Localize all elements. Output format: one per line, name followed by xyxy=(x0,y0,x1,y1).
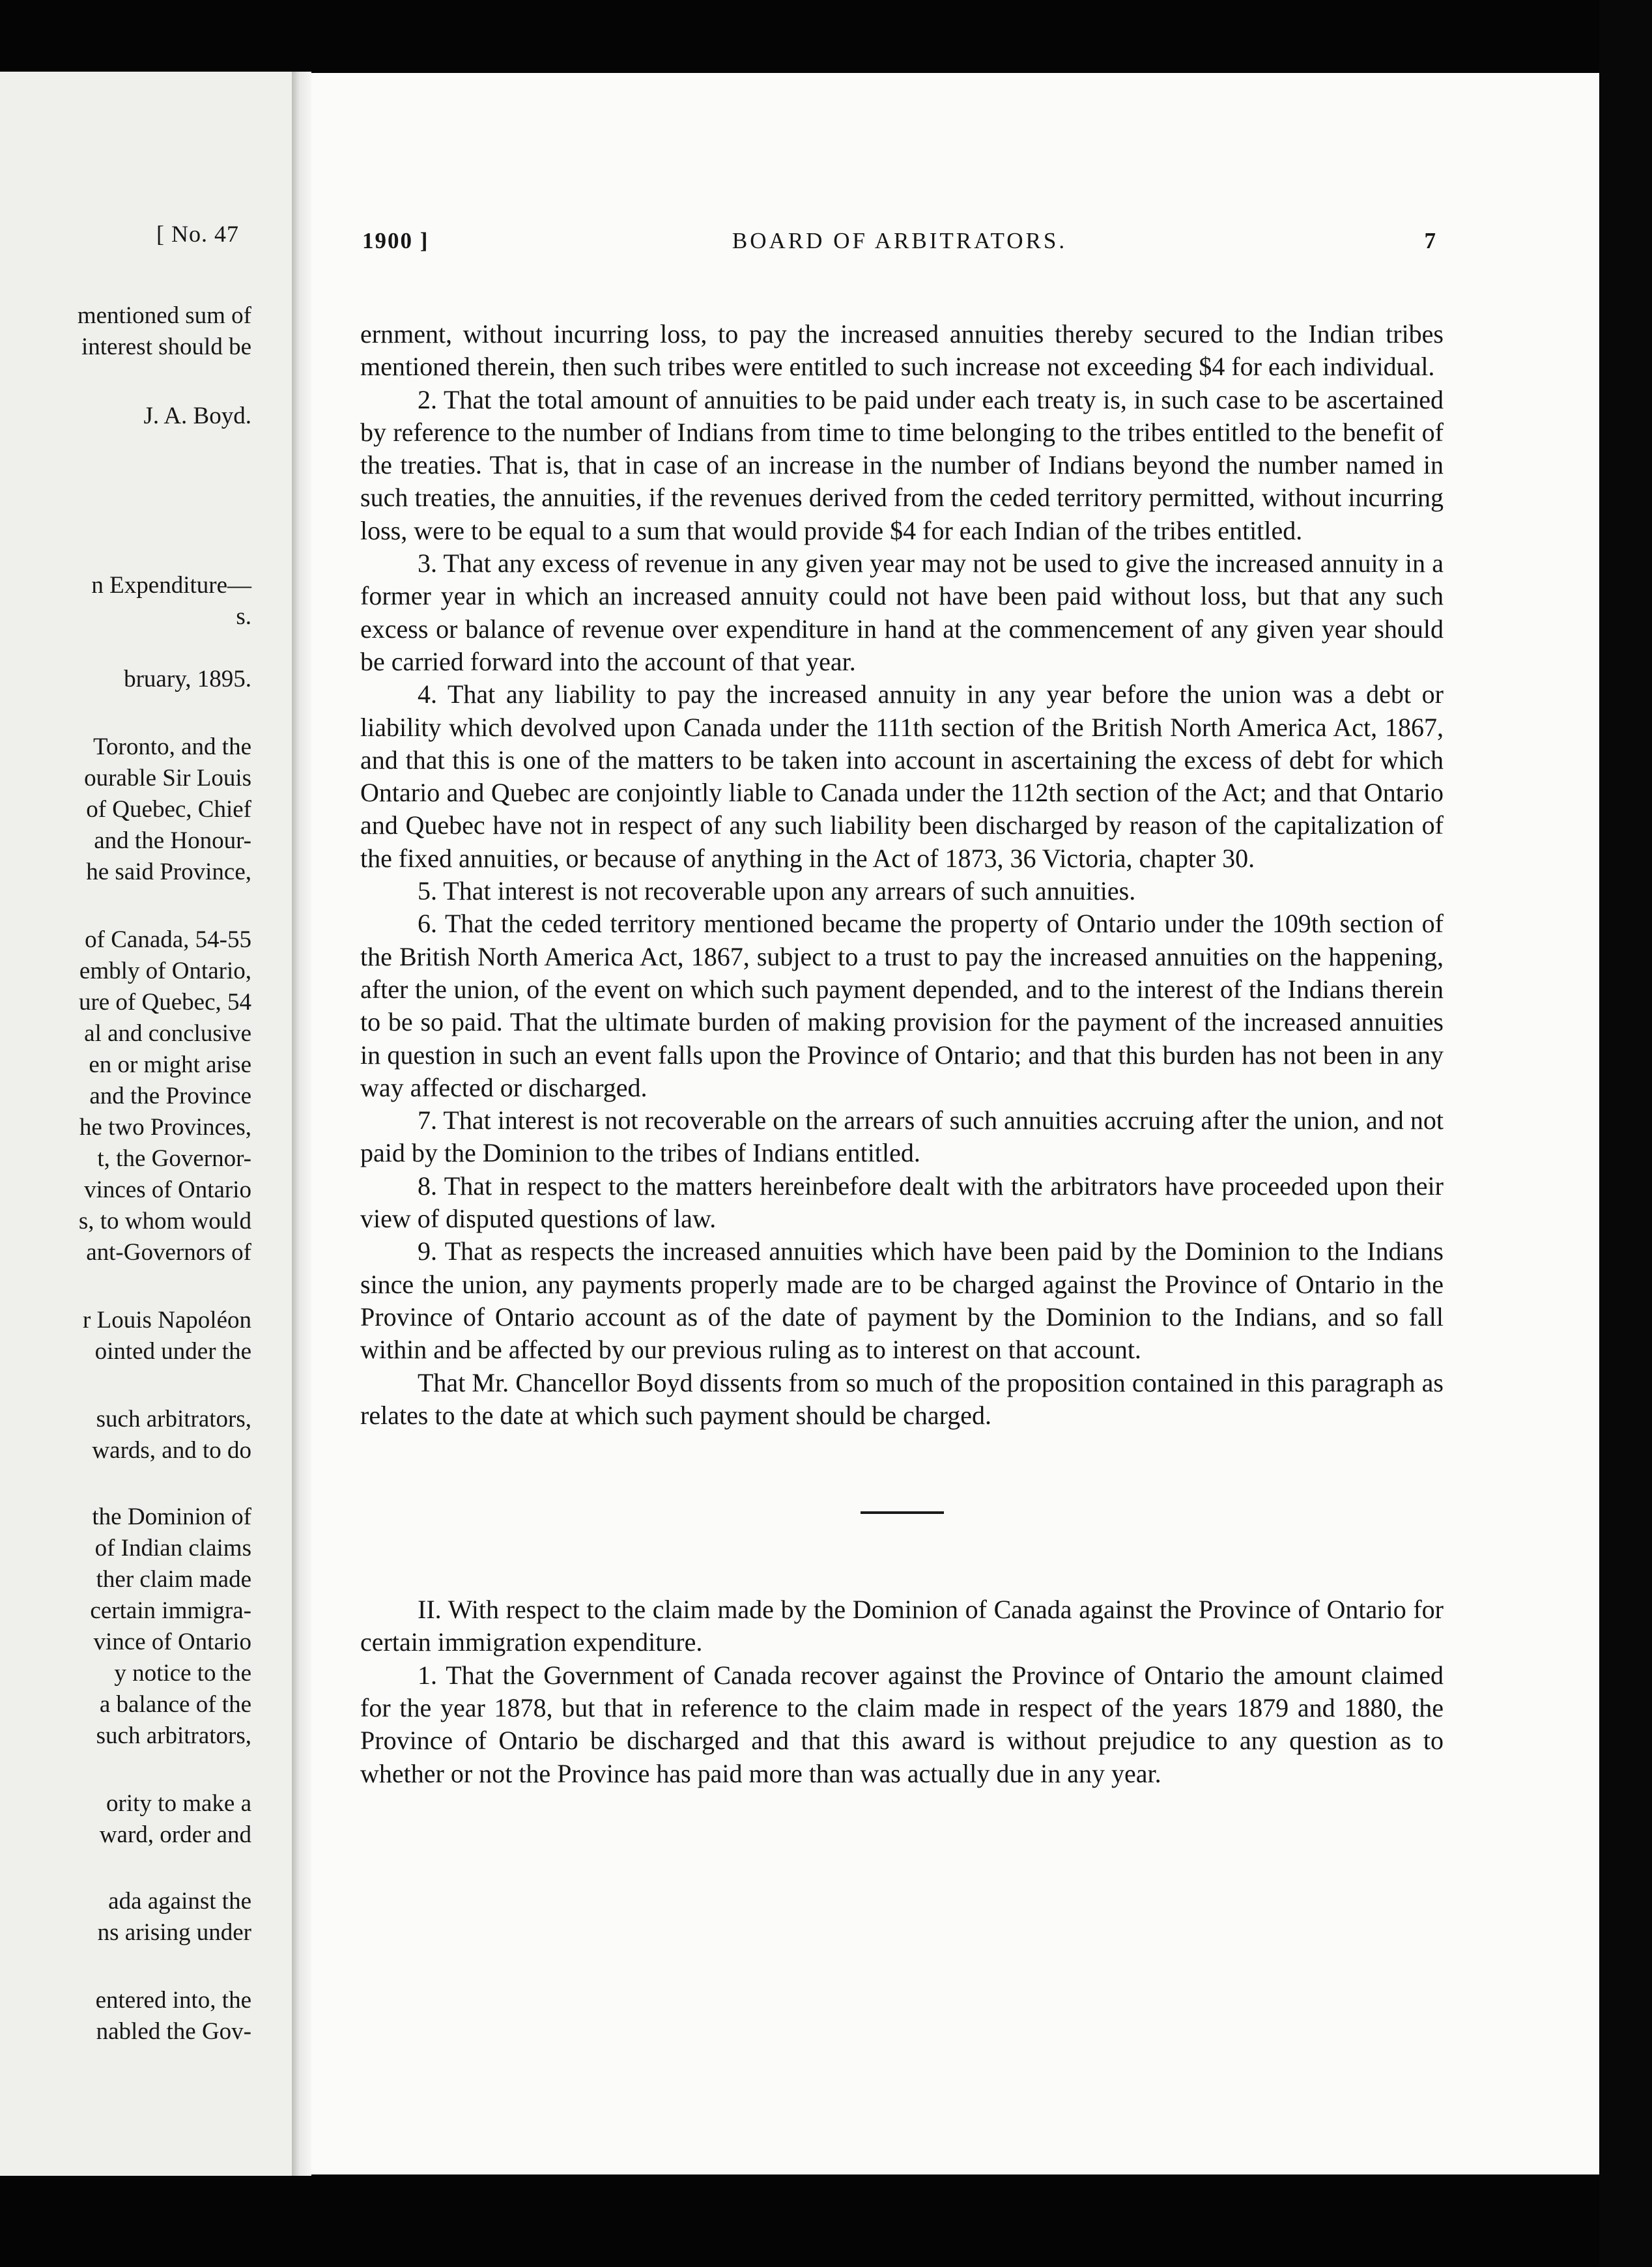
left-page xyxy=(0,72,292,2176)
left-page-line: y notice to the xyxy=(114,1660,251,1687)
left-page-line: of Indian claims xyxy=(94,1535,251,1561)
book-gutter xyxy=(292,72,311,2176)
scan-border-bottom xyxy=(0,2173,1652,2267)
left-page-line: ure of Quebec, 54 xyxy=(78,989,251,1016)
left-page-line: of Canada, 54-55 xyxy=(85,926,251,953)
paragraph-dissent: That Mr. Chancellor Boyd dissents from so much of the proposition contained in this paragraph as relates to the date at which such payment should be charged. xyxy=(360,1367,1444,1430)
paragraph-5: 5. That interest is not recoverable upon any arrears of such annuities. xyxy=(418,876,1136,906)
left-page-line: J. A. Boyd. xyxy=(143,403,251,429)
left-page-line: of Quebec, Chief xyxy=(86,796,251,823)
left-page-line: the Dominion of xyxy=(92,1504,251,1530)
left-page-line: mentioned sum of xyxy=(77,302,251,329)
left-page-line: en or might arise xyxy=(89,1051,251,1078)
left-page-line: such arbitrators, xyxy=(96,1722,251,1749)
left-page-line: ther claim made xyxy=(96,1566,251,1593)
left-page-line: and the Province xyxy=(89,1083,251,1109)
left-page-line: nabled the Gov- xyxy=(96,2018,251,2045)
left-page-line: n Expenditure— xyxy=(91,572,251,599)
body-text xyxy=(360,318,1444,1790)
header-title: BOARD OF ARBITRATORS. xyxy=(732,228,1068,253)
page-number: 7 xyxy=(1424,228,1437,253)
left-page-line: ns arising under xyxy=(97,1919,251,1946)
left-page-line: ourable Sir Louis xyxy=(84,765,251,791)
paragraph-2: 2. That the total amount of annuities to be paid under each treaty is, in such case to be ascertained by reference to the number of Indians from time to time belonging to the tribes entitled to the benefit of the treaties. That is, that in case of an increase in the number of Indians beyond the number named in such treaties, the annuities, if the revenues derived from the ceded territory permitted, without incurring loss, were to be equal to a sum that would provide $4 for each Indian of the tribes entitled. xyxy=(360,384,1444,545)
left-page-line: ority to make a xyxy=(106,1790,251,1817)
left-page-line: entered into, the xyxy=(95,1987,251,2014)
running-head xyxy=(362,228,1437,261)
paragraph-6: 6. That the ceded territory mentioned became the property of Ontario under the 109th section of the British North America Act, 1867, subject to a trust to pay the increased annuities on the happening, after the union, of the event on which such payment depended, and to the interest of the Indians therein to be so paid. That the ultimate burden of making provision for the payment of the increased annuities in question in such an event falls upon the Province of Ontario; and that this burden has not been in any way affected or discharged. xyxy=(360,909,1444,1102)
paragraph-3: 3. That any excess of revenue in any given year may not be used to give the increased annuity in a former year in which an increased annuity could not have been paid without loss, but that any such excess or balance of revenue over expenditure in hand at the commencement of any given year should be carried forward into the account of that year. xyxy=(360,549,1444,676)
left-page-line: ada against the xyxy=(108,1888,251,1915)
left-page-line: s. xyxy=(236,603,251,630)
left-page-line: interest should be xyxy=(81,334,251,360)
left-page-line: t, the Governor- xyxy=(97,1145,251,1172)
left-page-line: ant-Governors of xyxy=(86,1239,251,1266)
header-year: 1900 ] xyxy=(362,228,429,253)
section-two-paragraph-1: 1. That the Government of Canada recover against the Province of Ontario the amount claimed for the year 1878, but that in reference to the claim made in respect of the years 1879 and 1880, the Province of Ontario be discharged and that this award is without prejudice to any question as to whether or not the Province has paid more than was actually due in any year. xyxy=(360,1660,1444,1788)
left-page-line: Toronto, and the xyxy=(93,734,251,760)
section-two-heading: II. With respect to the claim made by the Dominion of Canada against the Province of Ontario for certain immigration expenditure. xyxy=(360,1595,1444,1657)
paragraph-7: 7. That interest is not recoverable on the arrears of such annuities accruing after the union, and not paid by the Dominion to the tribes of Indians entitled. xyxy=(360,1105,1444,1168)
left-page-line: he said Province, xyxy=(86,859,251,885)
paragraph-4: 4. That any liability to pay the increased annuity in any year before the union was a debt or liability which devolved upon Canada under the 111th section of the British North America Act, 1867, and that this is one of the matters to be taken into account in ascertaining the excess of debt for which Ontario and Quebec are conjointly liable to Canada under the 112th section of the Act; and that Ontario and Quebec have not in respect of any such liability been discharged by reason of the capitalization of the fixed annuities, or because of anything in the Act of 1873, 36 Victoria, chapter 30. xyxy=(360,679,1444,873)
left-page-line: ward, order and xyxy=(99,1821,251,1848)
left-page-line: embly of Ontario, xyxy=(79,958,251,984)
left-page-line: vince of Ontario xyxy=(93,1629,251,1655)
left-page-line: s, to whom would xyxy=(78,1208,251,1234)
left-page-line: such arbitrators, xyxy=(96,1406,251,1433)
left-page-line: he two Provinces, xyxy=(79,1114,251,1141)
left-page-line: ointed under the xyxy=(94,1338,251,1365)
left-page-line: a balance of the xyxy=(99,1691,251,1718)
scan-border-top xyxy=(0,0,1652,83)
paragraph-continuation: ernment, without incurring loss, to pay the increased annuities thereby secured to the Indian tribes mentioned therein, then such tribes were entitled to such increase not exceeding $4 for each individual. xyxy=(360,319,1444,382)
paragraph-9: 9. That as respects the increased annuities which have been paid by the Dominion to the Indians since the union, any payments properly made are to be charged against the Province of Ontario in the Province of Ontario account as of the date of payment by the Dominion to the Indians, and so fall within and be affected by our previous ruling as to interest on that account. xyxy=(360,1236,1444,1365)
left-page-header: [ No. 47 xyxy=(156,221,239,247)
left-page-line: al and conclusive xyxy=(84,1020,251,1047)
section-divider xyxy=(861,1511,944,1514)
left-page-line: certain immigra- xyxy=(90,1597,251,1624)
left-page-line: bruary, 1895. xyxy=(124,666,251,692)
left-page-line: r Louis Napoléon xyxy=(83,1307,251,1333)
left-page-line: and the Honour- xyxy=(94,827,251,854)
scan-border-right xyxy=(1599,0,1652,2267)
left-page-line: vinces of Ontario xyxy=(84,1176,251,1203)
left-page-line: wards, and to do xyxy=(92,1437,251,1464)
paragraph-8: 8. That in respect to the matters hereinbefore dealt with the arbitrators have proceeded upon their view of disputed questions of law. xyxy=(360,1171,1444,1234)
